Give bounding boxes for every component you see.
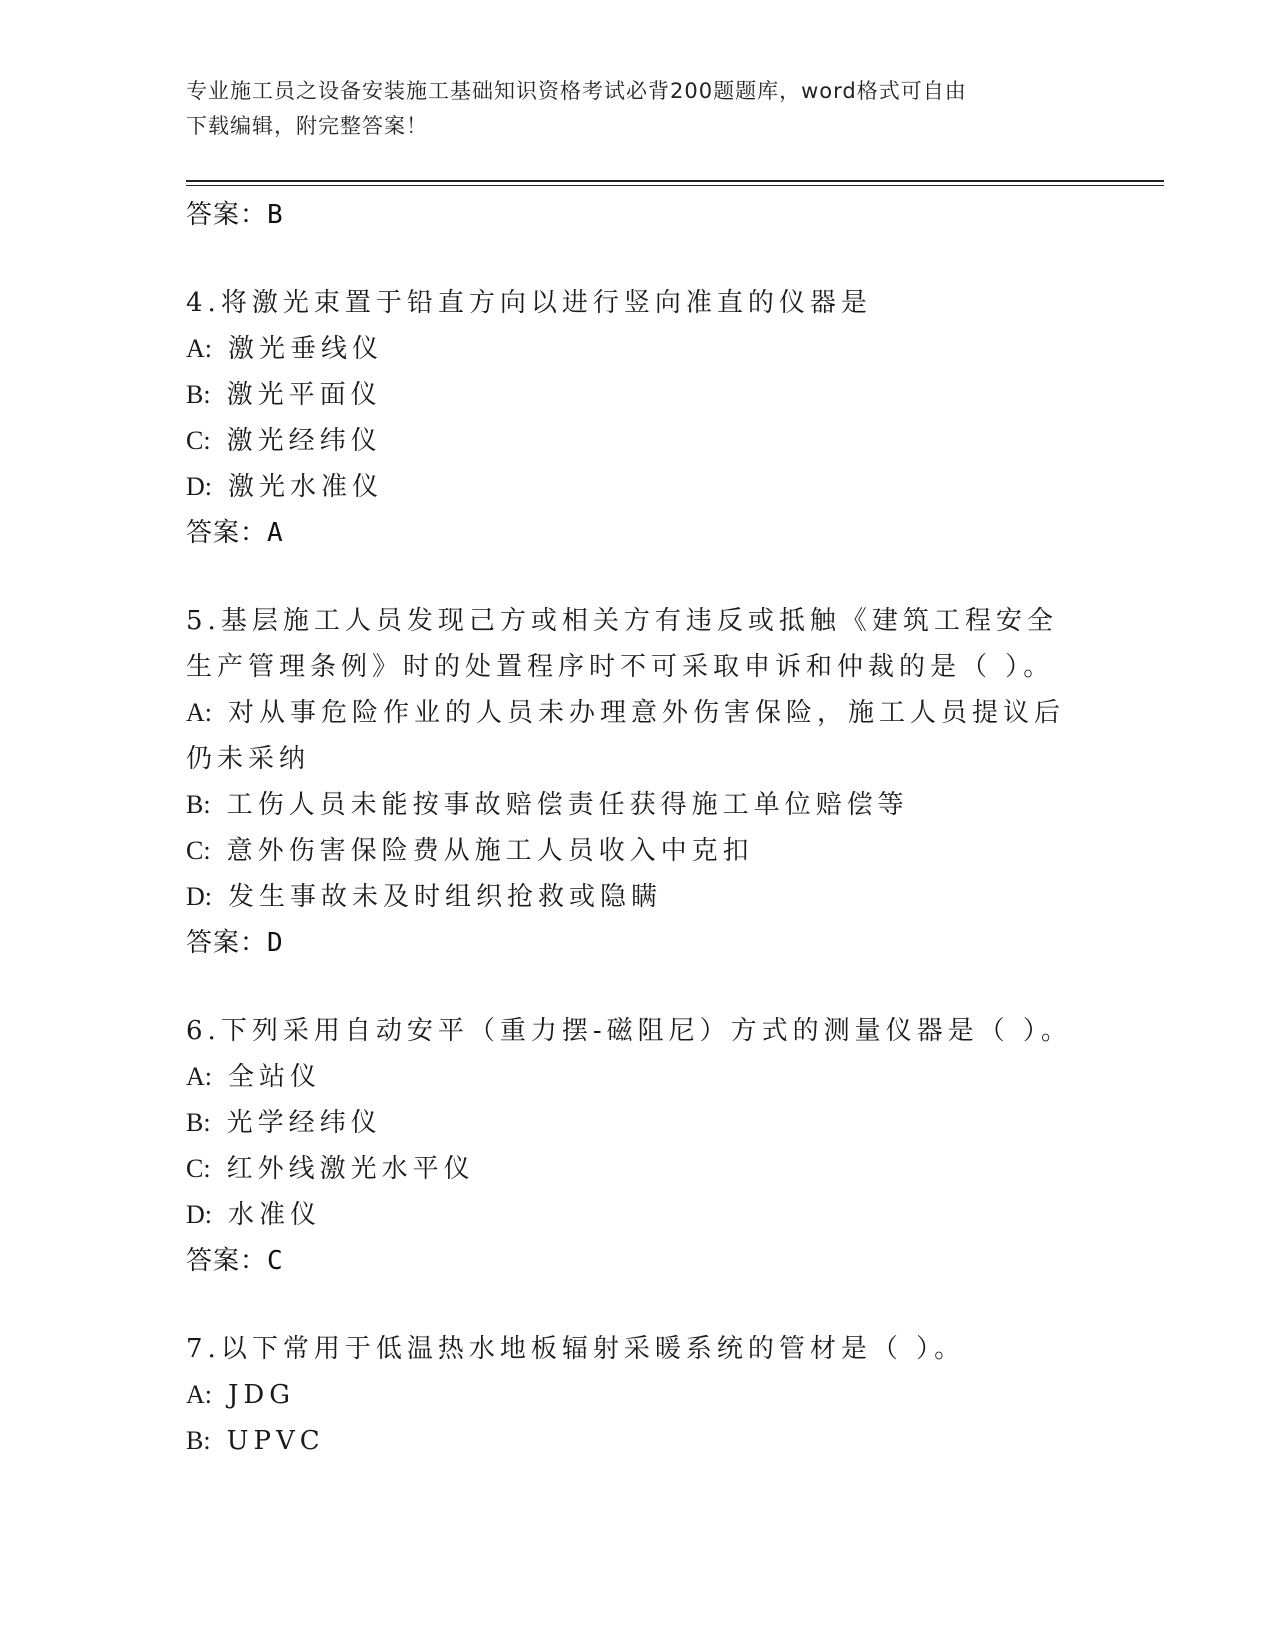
option-text: 红外线激光水平仪 [226,1154,475,1184]
option-a [186,326,1086,372]
option-text: UPVC [226,1426,325,1456]
option-key: B: [186,380,211,409]
option-key: D: [186,1200,212,1229]
option-text: 激光垂线仪 [228,334,384,364]
answer-label: 答案： [186,1246,268,1276]
option-key: B: [186,790,211,819]
option-text: 水准仪 [228,1200,322,1230]
answer-value: D [267,928,284,958]
option-c [186,418,1086,464]
option-text: 意外伤害保险费从施工人员收入中克扣 [226,836,754,866]
option-key: B: [186,1108,211,1137]
option-text: 全站仪 [228,1062,322,1092]
answer-value: B [267,200,284,230]
option-key: A: [186,1380,212,1409]
question-stem: 将激光束置于铅直方向以进行竖向准直的仪器是 [220,288,872,318]
option-d [186,464,1086,510]
option-b [186,1100,1086,1146]
answer-label: 答案： [186,200,268,230]
question-text [186,1008,1086,1054]
header-rule-thick [186,180,1164,182]
option-key: A: [186,334,212,363]
option-text: 发生事故未及时组织抢救或隐瞒 [228,882,663,912]
option-text: 激光经纬仪 [226,426,382,456]
question-text [186,598,1086,690]
option-b [186,782,1086,828]
option-b [186,372,1086,418]
question-text [186,1326,1086,1372]
question-number: 6. [186,1016,221,1046]
question-text [186,280,1086,326]
option-key: C: [186,836,211,865]
header-rule-thin [186,185,1164,186]
question-stem: 以下常用于低温热水地板辐射采暖系统的管材是（ ）。 [220,1334,966,1364]
answer-line [186,192,1086,238]
option-key: D: [186,882,212,911]
option-text: JDG [228,1380,296,1410]
option-a [186,1054,1086,1100]
option-key: C: [186,1154,211,1183]
option-c [186,1146,1086,1192]
question-number: 4. [186,288,221,318]
option-a [186,1372,1086,1418]
option-text: 对从事危险作业的人员未办理意外伤害保险，施工人员提议后仍未采纳 [186,698,1066,774]
question-list [186,192,1086,1464]
answer-line [186,920,1086,966]
answer-value: A [267,518,284,548]
question-number: 7. [186,1334,221,1364]
option-a [186,690,1086,782]
document-header [186,74,1086,144]
question-7 [186,1326,1086,1464]
option-d [186,874,1086,920]
answer-line [186,1238,1086,1284]
option-b [186,1418,1086,1464]
question-5 [186,598,1086,966]
question-stem: 下列采用自动安平（重力摆-磁阻尼）方式的测量仪器是（ ）。 [220,1016,1072,1046]
answer-label: 答案： [186,928,268,958]
answer-line [186,510,1086,556]
option-text: 激光平面仪 [226,380,382,410]
question-4 [186,280,1086,556]
option-key: A: [186,1062,212,1091]
header-line-1: 专业施工员之设备安装施工基础知识资格考试必背200题题库，word格式可自由 [186,79,967,103]
option-c [186,828,1086,874]
answer-value: C [267,1246,284,1276]
option-key: D: [186,472,212,501]
answer-label: 答案： [186,518,268,548]
option-key: B: [186,1426,211,1455]
question-stem: 基层施工人员发现己方或相关方有违反或抵触《建筑工程安全生产管理条例》时的处置程序时不可采取申诉和仲裁的是（ ）。 [186,606,1058,682]
header-line-2: 下载编辑，附完整答案！ [186,114,428,138]
option-key: A: [186,698,212,727]
question-6 [186,1008,1086,1284]
question-number: 5. [186,606,221,636]
option-d [186,1192,1086,1238]
option-text: 工伤人员未能按事故赔偿责任获得施工单位赔偿等 [226,790,909,820]
option-text: 光学经纬仪 [226,1108,382,1138]
option-text: 激光水准仪 [228,472,384,502]
option-key: C: [186,426,211,455]
